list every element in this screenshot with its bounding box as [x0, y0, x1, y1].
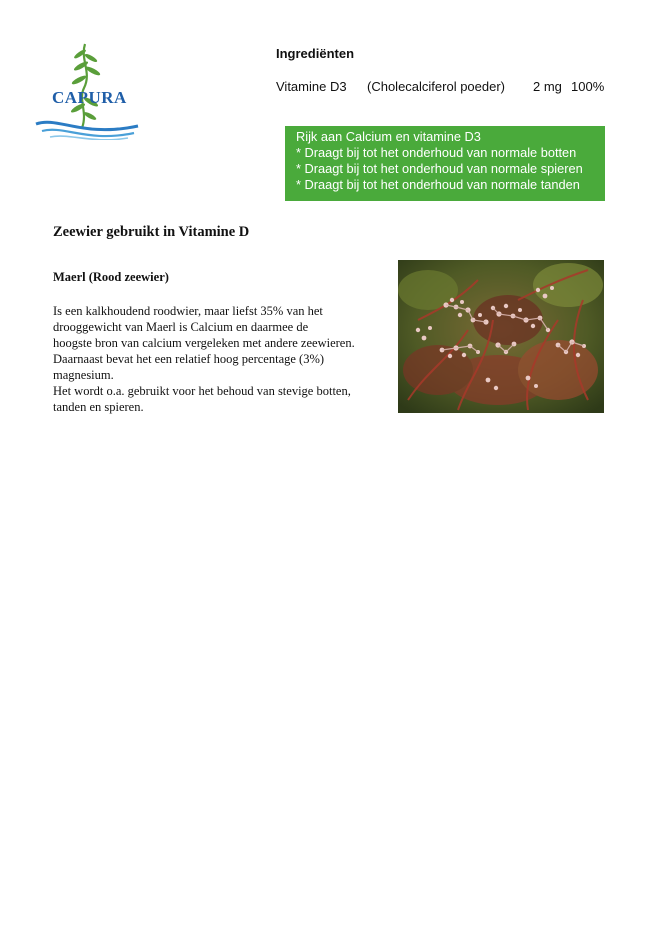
ingredient-percentage: 100%	[571, 79, 605, 94]
claim-line: * Draagt bij tot het onderhoud van normale botten	[296, 145, 577, 160]
paragraph-line: hoogste bron van calcium vergeleken met andere zeewieren.	[53, 336, 355, 350]
paragraph-line: Het wordt o.a. gebruikt voor het behoud van stevige botten,	[53, 384, 351, 398]
ingredient-name: Vitamine D3	[276, 79, 347, 94]
health-claims-box	[285, 126, 605, 201]
claim-line: * Draagt bij tot het onderhoud van normale spieren	[296, 161, 583, 176]
paragraph-line: drooggewicht van Maerl is Calcium en daarmee de	[53, 320, 309, 334]
logo-text: CAPURA	[52, 88, 127, 107]
claim-line: * Draagt bij tot het onderhoud van normale tanden	[296, 177, 580, 192]
section-paragraph	[53, 303, 393, 415]
paragraph-line: tanden en spieren.	[53, 400, 144, 414]
ingredient-detail: (Cholecalciferol poeder)	[367, 79, 506, 94]
claim-line: Rijk aan Calcium en vitamine D3	[296, 129, 481, 144]
section-subtitle: Maerl (Rood zeewier)	[53, 270, 169, 284]
ingredients-title: Ingrediënten	[276, 46, 355, 61]
ingredient-amount: 2 mg	[533, 79, 562, 94]
paragraph-line: magnesium.	[53, 368, 114, 382]
paragraph-line: Daarnaast bevat het een relatief hoog percentage (3%)	[53, 352, 325, 366]
section-title: Zeewier gebruikt in Vitamine D	[53, 224, 250, 240]
ingredient-row	[276, 80, 616, 96]
paragraph-line: Is een kalkhoudend roodwier, maar liefst 35% van het	[53, 304, 323, 318]
red-seaweed-maerl-photo	[398, 260, 604, 413]
capura-logo	[30, 40, 145, 140]
